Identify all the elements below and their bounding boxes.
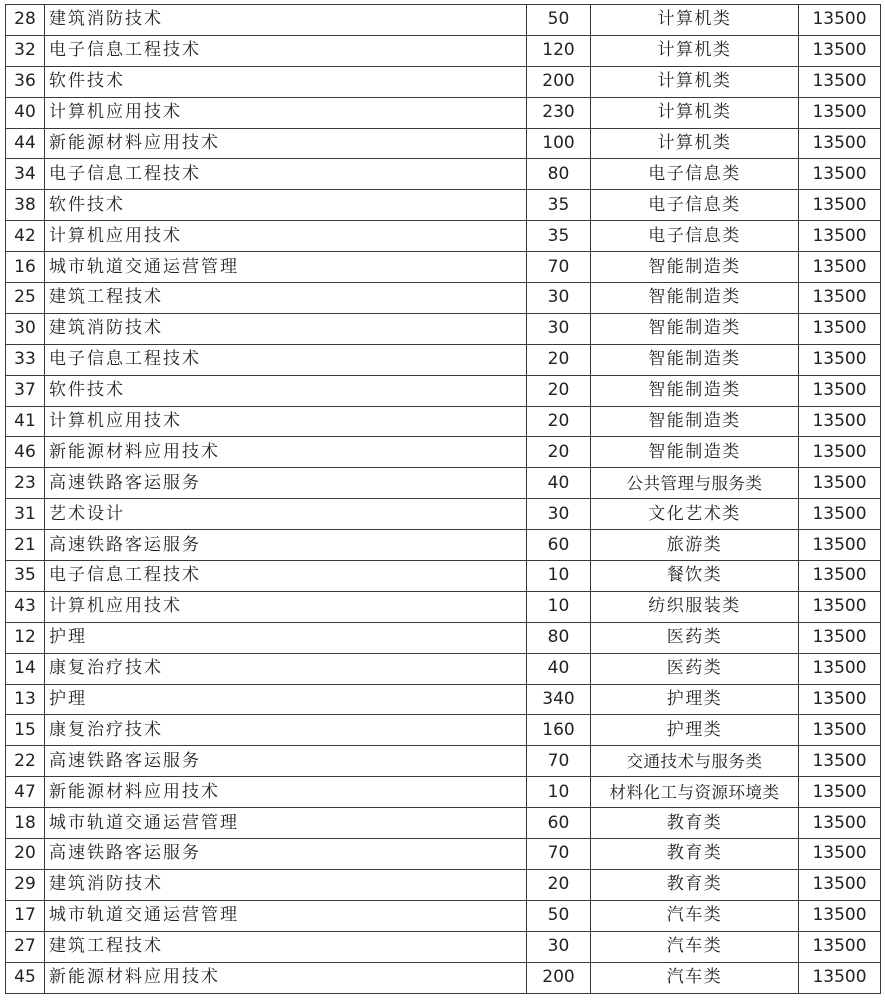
cell-tuition: 13500 bbox=[799, 313, 881, 344]
table-row bbox=[6, 97, 881, 128]
cell-plan-count: 200 bbox=[527, 962, 591, 993]
cell-major: 电子信息工程技术 bbox=[45, 561, 527, 592]
table-row bbox=[6, 5, 881, 36]
cell-category: 电子信息类 bbox=[591, 159, 799, 190]
cell-number: 35 bbox=[6, 561, 45, 592]
cell-tuition: 13500 bbox=[799, 777, 881, 808]
table-row bbox=[6, 190, 881, 221]
cell-major: 新能源材料应用技术 bbox=[45, 128, 527, 159]
table-row bbox=[6, 653, 881, 684]
cell-major: 新能源材料应用技术 bbox=[45, 437, 527, 468]
table-row bbox=[6, 746, 881, 777]
cell-plan-count: 20 bbox=[527, 406, 591, 437]
cell-plan-count: 340 bbox=[527, 684, 591, 715]
cell-category: 材料化工与资源环境类 bbox=[591, 777, 799, 808]
cell-number: 15 bbox=[6, 715, 45, 746]
table-row bbox=[6, 221, 881, 252]
cell-number: 16 bbox=[6, 252, 45, 283]
cell-tuition: 13500 bbox=[799, 900, 881, 931]
cell-major: 计算机应用技术 bbox=[45, 221, 527, 252]
table-body bbox=[6, 5, 881, 994]
cell-tuition: 13500 bbox=[799, 97, 881, 128]
cell-tuition: 13500 bbox=[799, 159, 881, 190]
cell-major: 护理 bbox=[45, 622, 527, 653]
cell-major: 艺术设计 bbox=[45, 499, 527, 530]
cell-category: 智能制造类 bbox=[591, 313, 799, 344]
cell-plan-count: 10 bbox=[527, 591, 591, 622]
cell-plan-count: 60 bbox=[527, 808, 591, 839]
table-row bbox=[6, 808, 881, 839]
cell-plan-count: 60 bbox=[527, 530, 591, 561]
cell-tuition: 13500 bbox=[799, 468, 881, 499]
table-row bbox=[6, 622, 881, 653]
cell-category: 智能制造类 bbox=[591, 344, 799, 375]
cell-tuition: 13500 bbox=[799, 591, 881, 622]
cell-plan-count: 10 bbox=[527, 777, 591, 808]
cell-number: 12 bbox=[6, 622, 45, 653]
table-row bbox=[6, 313, 881, 344]
cell-category: 智能制造类 bbox=[591, 375, 799, 406]
cell-tuition: 13500 bbox=[799, 622, 881, 653]
cell-plan-count: 160 bbox=[527, 715, 591, 746]
cell-number: 28 bbox=[6, 5, 45, 36]
cell-major: 康复治疗技术 bbox=[45, 653, 527, 684]
cell-plan-count: 20 bbox=[527, 375, 591, 406]
cell-tuition: 13500 bbox=[799, 221, 881, 252]
table-row bbox=[6, 159, 881, 190]
cell-plan-count: 35 bbox=[527, 190, 591, 221]
cell-major: 护理 bbox=[45, 684, 527, 715]
cell-tuition: 13500 bbox=[799, 375, 881, 406]
table-row bbox=[6, 684, 881, 715]
cell-category: 计算机类 bbox=[591, 5, 799, 36]
cell-plan-count: 20 bbox=[527, 344, 591, 375]
cell-major: 建筑消防技术 bbox=[45, 869, 527, 900]
cell-number: 33 bbox=[6, 344, 45, 375]
cell-number: 23 bbox=[6, 468, 45, 499]
cell-tuition: 13500 bbox=[799, 684, 881, 715]
cell-plan-count: 70 bbox=[527, 746, 591, 777]
table-row bbox=[6, 962, 881, 993]
cell-major: 新能源材料应用技术 bbox=[45, 962, 527, 993]
cell-plan-count: 35 bbox=[527, 221, 591, 252]
cell-category: 汽车类 bbox=[591, 900, 799, 931]
cell-number: 14 bbox=[6, 653, 45, 684]
cell-major: 城市轨道交通运营管理 bbox=[45, 808, 527, 839]
cell-number: 38 bbox=[6, 190, 45, 221]
enrollment-table bbox=[5, 4, 881, 994]
cell-number: 45 bbox=[6, 962, 45, 993]
cell-major: 电子信息工程技术 bbox=[45, 159, 527, 190]
table-row bbox=[6, 900, 881, 931]
cell-plan-count: 30 bbox=[527, 283, 591, 314]
cell-tuition: 13500 bbox=[799, 808, 881, 839]
cell-major: 城市轨道交通运营管理 bbox=[45, 252, 527, 283]
cell-number: 18 bbox=[6, 808, 45, 839]
cell-tuition: 13500 bbox=[799, 190, 881, 221]
cell-number: 43 bbox=[6, 591, 45, 622]
cell-plan-count: 30 bbox=[527, 499, 591, 530]
table-row bbox=[6, 499, 881, 530]
cell-category: 交通技术与服务类 bbox=[591, 746, 799, 777]
cell-category: 医药类 bbox=[591, 622, 799, 653]
cell-number: 44 bbox=[6, 128, 45, 159]
cell-number: 22 bbox=[6, 746, 45, 777]
cell-plan-count: 50 bbox=[527, 900, 591, 931]
cell-major: 软件技术 bbox=[45, 375, 527, 406]
cell-plan-count: 10 bbox=[527, 561, 591, 592]
table-row bbox=[6, 777, 881, 808]
cell-category: 智能制造类 bbox=[591, 437, 799, 468]
cell-plan-count: 70 bbox=[527, 839, 591, 870]
cell-major: 新能源材料应用技术 bbox=[45, 777, 527, 808]
cell-major: 建筑消防技术 bbox=[45, 5, 527, 36]
cell-plan-count: 20 bbox=[527, 437, 591, 468]
table-row bbox=[6, 931, 881, 962]
cell-category: 旅游类 bbox=[591, 530, 799, 561]
cell-major: 城市轨道交通运营管理 bbox=[45, 900, 527, 931]
table-row bbox=[6, 375, 881, 406]
cell-category: 医药类 bbox=[591, 653, 799, 684]
table-row bbox=[6, 128, 881, 159]
cell-category: 护理类 bbox=[591, 715, 799, 746]
cell-number: 25 bbox=[6, 283, 45, 314]
cell-number: 46 bbox=[6, 437, 45, 468]
table-row bbox=[6, 715, 881, 746]
cell-major: 高速铁路客运服务 bbox=[45, 468, 527, 499]
cell-number: 13 bbox=[6, 684, 45, 715]
table-row bbox=[6, 66, 881, 97]
cell-plan-count: 100 bbox=[527, 128, 591, 159]
cell-tuition: 13500 bbox=[799, 561, 881, 592]
cell-major: 康复治疗技术 bbox=[45, 715, 527, 746]
cell-tuition: 13500 bbox=[799, 437, 881, 468]
cell-number: 47 bbox=[6, 777, 45, 808]
cell-tuition: 13500 bbox=[799, 35, 881, 66]
cell-tuition: 13500 bbox=[799, 406, 881, 437]
cell-number: 34 bbox=[6, 159, 45, 190]
cell-tuition: 13500 bbox=[799, 530, 881, 561]
cell-category: 纺织服装类 bbox=[591, 591, 799, 622]
cell-tuition: 13500 bbox=[799, 931, 881, 962]
cell-number: 27 bbox=[6, 931, 45, 962]
cell-tuition: 13500 bbox=[799, 499, 881, 530]
cell-plan-count: 230 bbox=[527, 97, 591, 128]
cell-major: 建筑工程技术 bbox=[45, 931, 527, 962]
cell-category: 智能制造类 bbox=[591, 283, 799, 314]
cell-category: 智能制造类 bbox=[591, 252, 799, 283]
cell-number: 29 bbox=[6, 869, 45, 900]
cell-major: 高速铁路客运服务 bbox=[45, 530, 527, 561]
cell-category: 汽车类 bbox=[591, 962, 799, 993]
cell-tuition: 13500 bbox=[799, 962, 881, 993]
cell-tuition: 13500 bbox=[799, 128, 881, 159]
cell-category: 计算机类 bbox=[591, 128, 799, 159]
cell-category: 计算机类 bbox=[591, 66, 799, 97]
cell-tuition: 13500 bbox=[799, 839, 881, 870]
cell-number: 37 bbox=[6, 375, 45, 406]
table-row bbox=[6, 561, 881, 592]
table-row bbox=[6, 406, 881, 437]
cell-major: 计算机应用技术 bbox=[45, 406, 527, 437]
cell-category: 智能制造类 bbox=[591, 406, 799, 437]
cell-tuition: 13500 bbox=[799, 252, 881, 283]
table-row bbox=[6, 283, 881, 314]
cell-number: 21 bbox=[6, 530, 45, 561]
cell-plan-count: 50 bbox=[527, 5, 591, 36]
table-row bbox=[6, 869, 881, 900]
cell-tuition: 13500 bbox=[799, 66, 881, 97]
cell-plan-count: 200 bbox=[527, 66, 591, 97]
cell-plan-count: 40 bbox=[527, 468, 591, 499]
cell-category: 电子信息类 bbox=[591, 221, 799, 252]
cell-category: 教育类 bbox=[591, 808, 799, 839]
table-row bbox=[6, 530, 881, 561]
cell-category: 公共管理与服务类 bbox=[591, 468, 799, 499]
cell-tuition: 13500 bbox=[799, 344, 881, 375]
cell-category: 文化艺术类 bbox=[591, 499, 799, 530]
cell-tuition: 13500 bbox=[799, 283, 881, 314]
cell-number: 40 bbox=[6, 97, 45, 128]
cell-major: 电子信息工程技术 bbox=[45, 35, 527, 66]
cell-plan-count: 70 bbox=[527, 252, 591, 283]
table-row bbox=[6, 591, 881, 622]
cell-plan-count: 30 bbox=[527, 931, 591, 962]
cell-number: 17 bbox=[6, 900, 45, 931]
cell-tuition: 13500 bbox=[799, 869, 881, 900]
table-row bbox=[6, 437, 881, 468]
cell-number: 42 bbox=[6, 221, 45, 252]
cell-plan-count: 80 bbox=[527, 159, 591, 190]
cell-major: 高速铁路客运服务 bbox=[45, 839, 527, 870]
cell-category: 计算机类 bbox=[591, 97, 799, 128]
cell-major: 软件技术 bbox=[45, 66, 527, 97]
cell-major: 软件技术 bbox=[45, 190, 527, 221]
cell-category: 餐饮类 bbox=[591, 561, 799, 592]
table-row bbox=[6, 252, 881, 283]
cell-tuition: 13500 bbox=[799, 653, 881, 684]
cell-plan-count: 30 bbox=[527, 313, 591, 344]
cell-tuition: 13500 bbox=[799, 5, 881, 36]
cell-plan-count: 80 bbox=[527, 622, 591, 653]
cell-plan-count: 40 bbox=[527, 653, 591, 684]
cell-number: 36 bbox=[6, 66, 45, 97]
cell-major: 电子信息工程技术 bbox=[45, 344, 527, 375]
cell-category: 护理类 bbox=[591, 684, 799, 715]
cell-tuition: 13500 bbox=[799, 746, 881, 777]
table-row bbox=[6, 468, 881, 499]
cell-plan-count: 120 bbox=[527, 35, 591, 66]
cell-category: 教育类 bbox=[591, 869, 799, 900]
cell-major: 高速铁路客运服务 bbox=[45, 746, 527, 777]
cell-number: 31 bbox=[6, 499, 45, 530]
table-row bbox=[6, 344, 881, 375]
cell-category: 计算机类 bbox=[591, 35, 799, 66]
cell-major: 建筑工程技术 bbox=[45, 283, 527, 314]
cell-plan-count: 20 bbox=[527, 869, 591, 900]
cell-major: 建筑消防技术 bbox=[45, 313, 527, 344]
cell-number: 41 bbox=[6, 406, 45, 437]
cell-category: 教育类 bbox=[591, 839, 799, 870]
cell-number: 20 bbox=[6, 839, 45, 870]
cell-tuition: 13500 bbox=[799, 715, 881, 746]
cell-category: 电子信息类 bbox=[591, 190, 799, 221]
cell-major: 计算机应用技术 bbox=[45, 591, 527, 622]
cell-number: 30 bbox=[6, 313, 45, 344]
cell-major: 计算机应用技术 bbox=[45, 97, 527, 128]
cell-category: 汽车类 bbox=[591, 931, 799, 962]
table-row bbox=[6, 35, 881, 66]
table-row bbox=[6, 839, 881, 870]
cell-number: 32 bbox=[6, 35, 45, 66]
